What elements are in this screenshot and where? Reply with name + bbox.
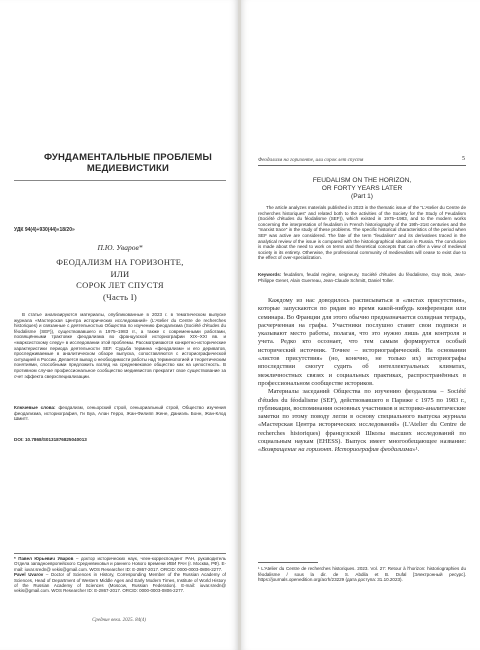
abstract-en — [258, 205, 466, 261]
article-title-ru — [14, 257, 226, 303]
abstract-en-text: The article analyzes materials published in 2023 in the thematic issue of the "L'Atelier du Centre de recherches historiques" and related both to the activities of the Society for the Study of Feudalism (Société d'études du féodalisme (SEF)), which existed in 1975–1983, and to the modern works concerning the interpretation of feudalism in French historiography of the 19th–21st centuries and the "marxist trace" in the study of these problems. The specific historical characteristics of the period when SEF was active are considered. The fate of the term "feudalism" and its derivatives traced in the analytical review of the issue is compared with the historiographical situation in Russia. The conclusion is made about the need to work on terms and theoretical concepts that can offer a view of medieval society in its entirety. Otherwise, the professional community of medievalists will cease to exist due to the effect of over-specialization. — [258, 205, 466, 261]
rubric-divider — [14, 180, 226, 181]
article-body — [258, 297, 466, 455]
udk-code: УДК 94(4)+930(44)«18/20» — [14, 227, 75, 233]
title-en-line-1: FEUDALISM ON THE HORIZON, — [312, 177, 412, 184]
keywords-en-text: feudalism, feudal regime, seigneury, Société d'études du féodalisme, Guy Bois, Jean-Philippe Genet, Alain Guerreau, Jean-Claude Schmitt, Daniel Toller. — [258, 272, 466, 283]
title-ru-line-3: СОРОК ЛЕТ СПУСТЯ — [76, 280, 164, 290]
reference-footnote-text: ¹ L'Atelier du Centre de recherches historiques. 2023. Vol. 27: Retour à l'horizon: historiographies du féodalisme / sous la dir. de S. Abdila et B. Dufal [Электронный ресурс]. https://journals.openedition.org/acrh/23229 (дата доступа: 31.10.2023). — [258, 566, 466, 583]
rubric-line-1: ФУНДАМЕНТАЛЬНЫЕ ПРОБЛЕМЫ — [43, 152, 213, 163]
doi — [14, 437, 87, 442]
keywords-ru — [14, 405, 226, 422]
keywords-en-label: Keywords: — [258, 272, 282, 277]
running-head: Феодализм на горизонте, или сорок лет спустя — [258, 157, 364, 163]
author-footnote-ru-text: – доктор исторических наук, член-корреспондент РАН, руководитель Отдела западноевропейского Средневековья и раннего Нового времени ИВИ РАН (г. Москва, РФ). E-mail: iuvar.sredn@ vekis@gmail.com. WOS Researcher ID: E-2867-2017. ORCID: 0000-0003-0806-2277. — [14, 556, 226, 572]
keywords-ru-label: Ключевые слова: — [14, 405, 56, 410]
keywords-ru-text: феодализм, сеньорский строй, сеньориальный строй, Общество изучения феодализма, историография, Ги Буа, Алан Герро, Жан-Филипп Жене, Даниэль Бонн, Жан-Клод Шмитт. — [14, 405, 226, 422]
page-number: 5 — [462, 156, 465, 162]
article-title-en — [258, 177, 466, 200]
footnote-divider-right — [258, 562, 318, 563]
title-ru-line-2: ИЛИ — [110, 268, 130, 279]
body-paragraph-2-quote: «Возвращение на горизонт. Историография феодализма» — [258, 446, 416, 454]
section-rubric — [38, 152, 218, 174]
author-footnote-ru — [14, 556, 226, 572]
doi-label: DOI: — [14, 437, 24, 442]
title-en-line-3: (Part 1) — [351, 192, 373, 200]
running-head-divider — [258, 165, 466, 166]
title-ru-line-1: ФЕОДАЛИЗМ НА ГОРИЗОНТЕ, — [56, 257, 184, 267]
reference-footnote — [258, 566, 466, 583]
author-footnote-ru-name: * Павел Юрьевич Уваров — [14, 556, 74, 561]
author-name: П.Ю. Уваров* — [97, 243, 143, 252]
footnote-ref-1: ¹. — [415, 446, 420, 454]
doi-value: 10.7868/S0131876825040013 — [24, 437, 87, 442]
body-paragraph-2-text: Материалы заседаний Общества по изучению феодализма – Société d'études du féodalisme (SEF), действовавшего в Париже с 1975 по 1983 г., публикации, воспоминания основных участников и историко-аналитические заметки по этому поводу легли в основу специального выпуска журнала «Мастерская Центра исторических исследований» (L'Atelier du Centre de recherches historiques) французской Школы высших исследований по социальным наукам (EHESS). Выпуск имеет многообещающее название: — [258, 388, 466, 446]
body-paragraph-2 — [258, 388, 466, 454]
keywords-en — [258, 272, 466, 283]
title-ru-line-4: (Часть I) — [103, 291, 137, 302]
author-footnote — [14, 556, 226, 594]
abstract-ru-text: В статье анализируются материалы, опубликованные в 2023 г. в тематическом выпуске журнала «Мастерская Центра исторических исследований» (L'Atelier du Centre de recherches historiques) и связанные с деятельностью Общества по изучению феодализма (Société d'études du féodalisme (SEF)), существовавшего в 1975–1983 гг., а также с современными работами, посвящёнными трактовке феодализма во французской историографии XIX–XXI вв. и «марксистскому следу» в исследовании этой проблемы. Рассматриваются конкретно-исторические характеристики периода деятельности SEF. Судьба термина «феодализм» и его дериватов, проследживаемые в аналитическом обзоре выпуска, сопоставляются с историографической ситуацией в России. Делается вывод о необходимости работы над терминологией и теоретическим понятиями, способными предложить взгляд на средневековое общество как на целостность. В противном случае профессиональное сообщество медиевистов прекратит свое существование за счет эффекта сверхспециализации. — [14, 312, 226, 379]
title-en-line-2: OR FORTY YEARS LATER — [321, 184, 403, 192]
author-footnote-en-name: Pavel Uvarov — [14, 572, 44, 578]
body-paragraph-1: Каждому из нас доводилось расписываться в «листах присутствия», которые запускаются по рядам во время какой-нибудь конференции или семинара. Во Франции для этого обычно предназначается солидная тетрадь, расчерченная на графы. Участники послушно ставят свои подписи и указывают место работы, полагая, что это нужно лишь для контроля и учета. Редко кто осознает, что тем самым формируется особый исторический источник. Точнее – историографический. На основании «листов присутствия» (но, конечно, не только их) историографы впоследствии смогут судить об интеллектуальных климатах, межличностных связях и социальных практиках, распространённых в профессиональном сообществе историков. — [258, 297, 466, 387]
journal-footer: Средние века. 2025. 84(4) — [92, 618, 146, 623]
author-footnote-en-text: – Doctor of Sciences in History, Corresponding Member of the Russian Academy of Sciences, Head of Department of Western Middle Ages and Early Modern Times, Institute of World History of the Russian Academy of Sciences (Moscow, Russian Federation). E-mail: iuvar.sredn@ vekis@gmail.com. WOS Researcher ID: E-2867-2017. ORCID: 0000-0003-0806-2277. — [14, 572, 226, 594]
author-footnote-en — [14, 572, 226, 594]
footnote-divider-left — [14, 553, 226, 554]
abstract-ru — [14, 312, 226, 379]
rubric-line-2: МЕДИЕВИСТИКИ — [86, 163, 170, 174]
